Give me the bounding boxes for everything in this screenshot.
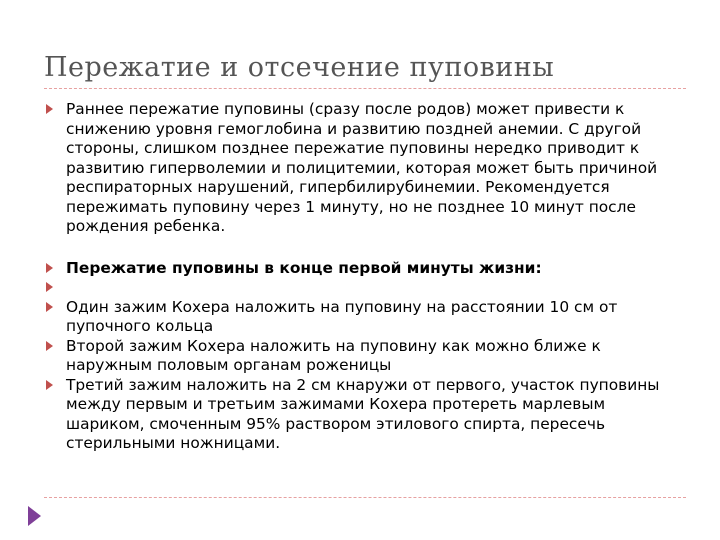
slide-title: Пережатие и отсечение пуповины [44,52,555,83]
triangle-bullet-icon [46,263,53,273]
triangle-bullet-icon [46,104,53,114]
title-divider [44,88,686,89]
triangle-bullet-icon [46,282,53,292]
triangle-bullet-icon [46,341,53,351]
list-item [44,337,684,376]
list-item [44,376,684,454]
list-item [44,100,684,237]
bullet-text: Один зажим Кохера наложить на пуповину на расстоянии 10 см от пупочного кольца [66,297,618,335]
list-item [44,278,684,298]
bullet-text: Второй зажим Кохера наложить на пуповину как можно ближе к наружным половым органам роженицы [66,336,601,374]
bullet-text: Раннее пережатие пуповины (сразу после родов) может привести к снижению уровня гемоглобина и развитию поздней анемии. С другой стороны, слишком позднее пережатие пуповины нередко приводит к развитию гиперволемии и полицитемии, которая может быть причиной респираторных нарушений, гипербилирубинемии. Рекомендуется пережимать пуповину через 1 минуту, но не позднее 10 минут после рождения ребенка. [66,100,658,235]
play-arrow-icon[interactable] [28,506,41,526]
bullet-text: Третий зажим наложить на 2 см кнаружи от первого, участок пуповины между первым и третьим зажимами Кохера протереть марлевым шариком, смоченным 95% раствором этилового спирта, пересечь стерильными ножницами. [66,375,660,452]
list-item [44,259,684,279]
triangle-bullet-icon [46,380,53,390]
bullet-list [44,100,684,454]
triangle-bullet-icon [46,302,53,312]
list-item [44,298,684,337]
bullet-text: Пережатие пуповины в конце первой минуты жизни: [66,258,542,277]
footer-divider [44,497,686,498]
